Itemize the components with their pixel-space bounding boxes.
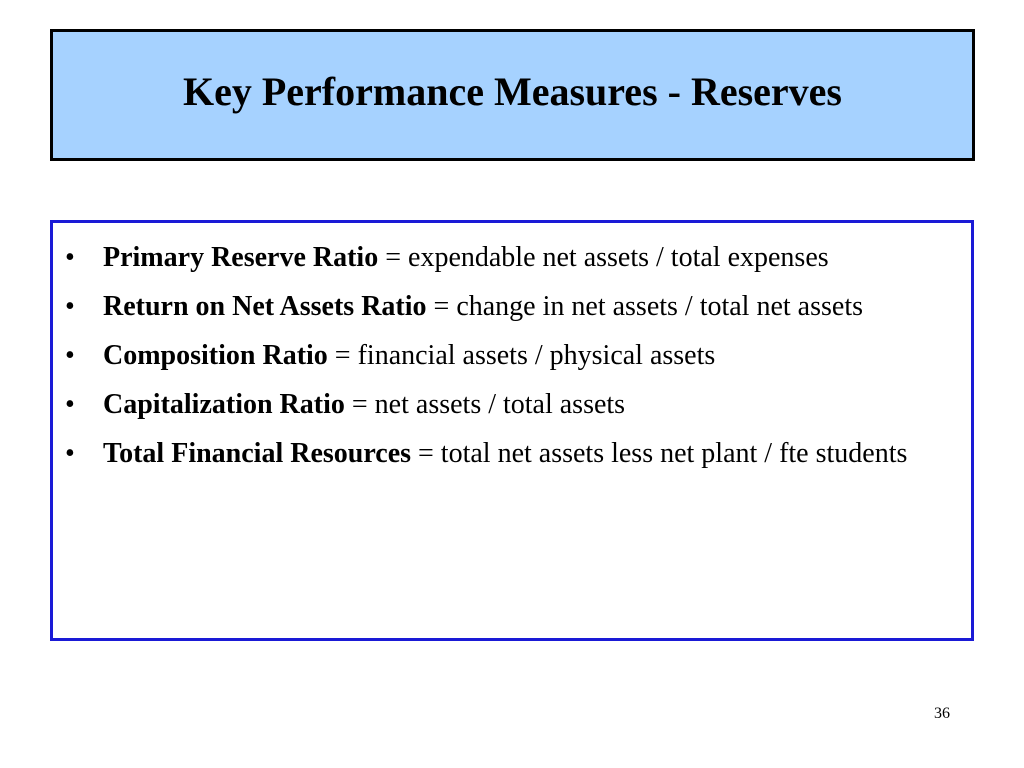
content-box: [50, 220, 974, 641]
slide-title: Key Performance Measures - Reserves: [183, 69, 842, 114]
bullet-definition: = change in net assets / total net assets: [426, 291, 863, 322]
bullet-list: [53, 237, 971, 482]
bullet-item-total-financial-resources: [53, 433, 971, 475]
bullet-item-capitalization-ratio: [53, 384, 971, 426]
bullet-icon: •: [65, 340, 75, 371]
bullet-definition: = total net assets less net plant / fte students: [411, 438, 908, 469]
bullet-icon: •: [65, 438, 75, 469]
bullet-definition: = net assets / total assets: [344, 389, 626, 420]
bullet-item-return-on-net-assets-ratio: [53, 286, 971, 328]
bullet-item-composition-ratio: [53, 335, 971, 377]
bullet-icon: •: [65, 291, 75, 322]
bullet-term: Return on Net Assets Ratio: [103, 291, 427, 322]
bullet-icon: •: [65, 242, 75, 273]
page-number: 36: [934, 705, 950, 722]
title-banner: [50, 29, 975, 161]
bullet-term: Capitalization Ratio: [103, 389, 345, 420]
bullet-item-primary-reserve-ratio: [53, 237, 971, 279]
bullet-definition: = financial assets / physical assets: [327, 340, 716, 371]
bullet-icon: •: [65, 389, 75, 420]
bullet-term: Total Financial Resources: [103, 438, 412, 469]
bullet-term: Primary Reserve Ratio: [103, 242, 379, 273]
bullet-definition: = expendable net assets / total expenses: [378, 242, 829, 273]
bullet-term: Composition Ratio: [103, 340, 328, 371]
